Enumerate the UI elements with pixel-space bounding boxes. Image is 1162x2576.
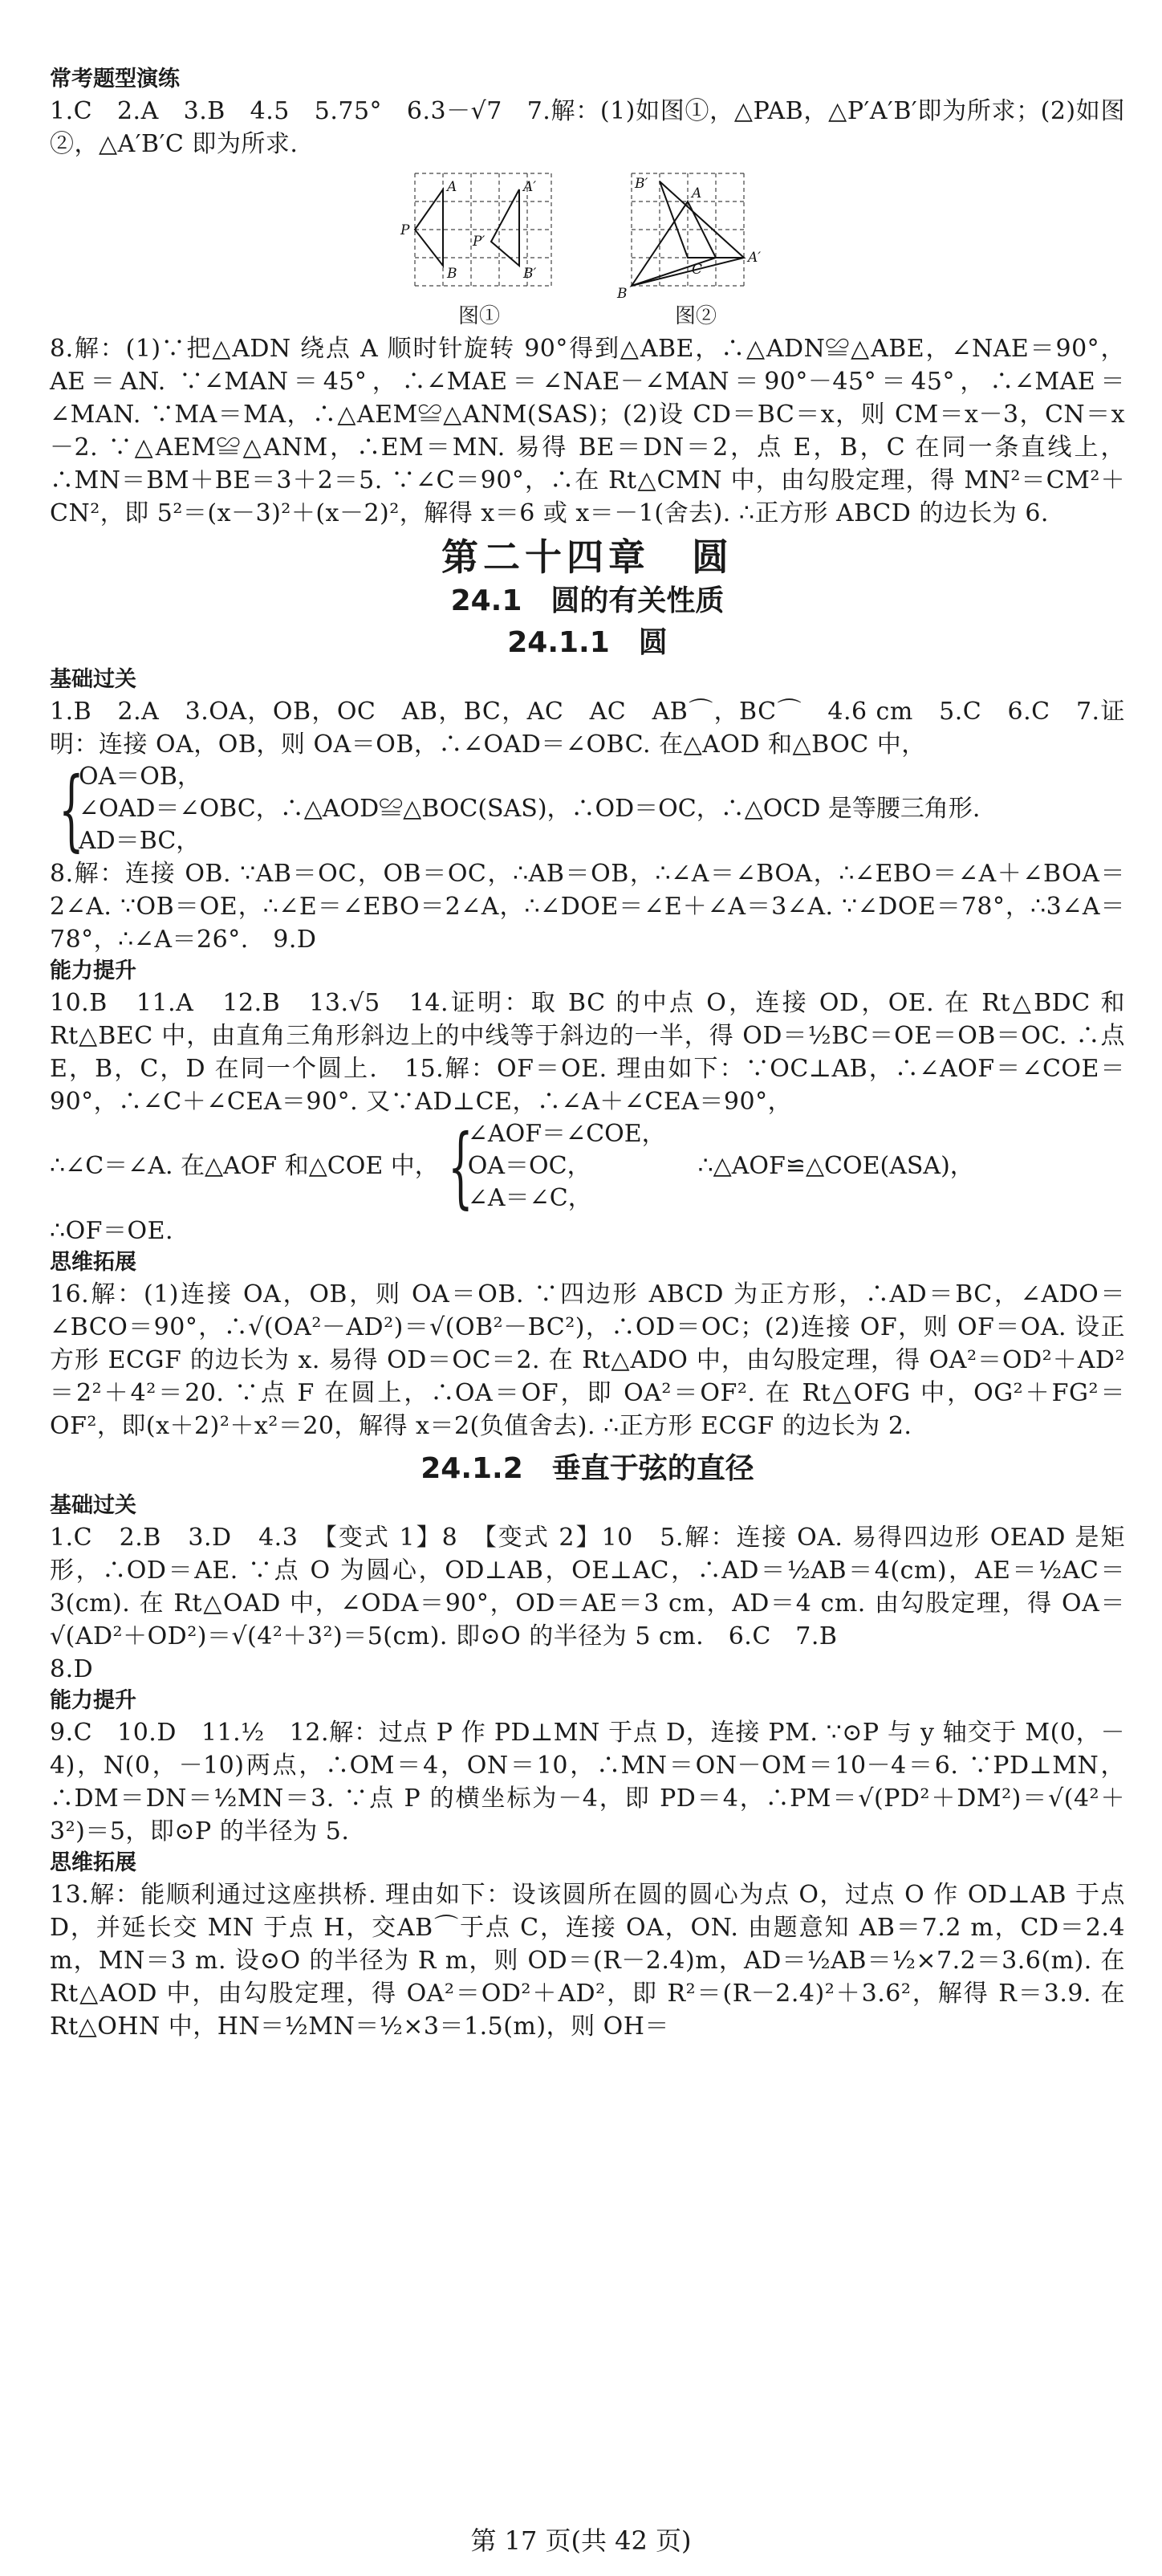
answer-paragraph: 9.C 10.D 11.½ 12.解：过点 P 作 PD⊥MN 于点 D，连接 PM. ∵⊙P 与 y 轴交于 M(0，－4)，N(0，－10)两点，∴OM＝4，ON＝10，∴MN＝ON－OM＝10－4＝6. ∵PD⊥MN，∴DM＝DN＝½MN＝3. ∵点 P 的横坐标为－4，即 PD＝4，∴PM＝√(PD²＋DM²)＝√(4²＋3²)＝5，即⊙P 的半径为 5. xyxy=(50,1719,1125,1846)
page-content xyxy=(50,64,1125,2043)
section-title-extension: 思维拓展 xyxy=(50,1850,136,1875)
subsection-title: 24.1.2 垂直于弦的直径 xyxy=(421,1452,754,1485)
section-title: 24.1 圆的有关性质 xyxy=(450,584,725,617)
fig1-label-b-prime: B′ xyxy=(523,266,537,282)
figure-2-grid xyxy=(616,165,776,302)
fig2-label-a: A xyxy=(692,185,702,201)
section-title-practice: 常考题型演练 xyxy=(50,67,180,92)
system-suffix: ∴△AOF≌△COE(ASA)， xyxy=(697,1152,974,1180)
fig1-label-p: P xyxy=(400,222,410,238)
system-prefix: ∴∠C＝∠A. 在△AOF 和△COE 中， xyxy=(50,1152,439,1180)
answer-paragraph: 1.C 2.B 3.D 4.3 【变式 1】8 【变式 2】10 5.解：连接 OA. 易得四边形 OEAD 是矩形，∴OD＝AE. ∵点 O 为圆心，OD⊥AB，OE⊥AC，∴AD＝½AB＝4(cm)，AE＝½AC＝3(cm). 在 Rt△OAD 中，∠ODA＝90°，OD＝AE＝3 cm，AD＝4 cm. 由勾股定理，得 OA＝√(AD²＋OD²)＝√(4²＋3²)＝5(cm). 即⊙O 的半径为 5 cm. 6.C 7.B xyxy=(50,1524,1125,1650)
answer-paragraph: 13.解：能顺利通过这座拱桥. 理由如下：设该圆所在圆的圆心为点 O，过点 O 作 OD⊥AB 于点 D，并延长交 MN 于点 H，交AB⌒于点 C，连接 OA，ON. 由题意知 AB＝7.2 m，CD＝2.4 m，MN＝3 m. 设⊙O 的半径为 R m，则 OD＝(R－2.4)m，AD＝½AB＝½×7.2＝3.6(m). 在 Rt△AOD 中，由勾股定理，得 OA²＝OD²＋AD²，即 R²＝(R－2.4)²＋3.6²，解得 R＝3.9. 在 Rt△OHN 中，HN＝½MN＝½×3＝1.5(m)，则 OH＝ xyxy=(50,1881,1125,2041)
answer-paragraph: 1.B 2.A 3.OA，OB，OC AB，BC，AC AC AB⌒，BC⌒ 4.6 cm 5.C 6.C 7.证明：连接 OA，OB，则 OA＝OB，∴∠OAD＝∠OBC. 在△AOD 和△BOC 中， xyxy=(50,698,1125,759)
answer-paragraph: ∴OF＝OE. xyxy=(50,1217,174,1245)
figure-1 xyxy=(399,165,559,329)
answer-paragraph: 1.C 2.A 3.B 4.5 5.75° 6.3－√7 7.解：(1)如图①，△PAB，△P′A′B′即为所求；(2)如图②，△A′B′C 即为所求. xyxy=(50,97,1125,158)
fig1-label-b: B xyxy=(447,266,457,282)
system-line: OA＝OB， xyxy=(79,763,201,791)
equation-system-line xyxy=(50,1115,1125,1218)
subsection-title: 24.1.1 圆 xyxy=(507,626,668,659)
system-line: AD＝BC， xyxy=(79,827,201,855)
answer-paragraph: 8.解：(1)∵把△ADN 绕点 A 顺时针旋转 90°得到△ABE，∴△ADN≌△ABE，∠NAE＝90°，AE＝AN. ∵∠MAN＝45°，∴∠MAE＝∠NAE－∠MAN＝90°－45°＝45°，∴∠MAE＝∠MAN. ∵MA＝MA，∴△AEM≌△ANM(SAS)；(2)设 CD＝BC＝x，则 CM＝x－3，CN＝x－2. ∵△AEM≌△ANM，∴EM＝MN. 易得 BE＝DN＝2，点 E，B，C 在同一条直线上，∴MN＝BM＋BE＝3＋2＝5. ∵∠C＝90°，∴在 Rt△CMN 中，由勾股定理，得 MN²＝CM²＋CN²，即 5²＝(x－3)²＋(x－2)²，解得 x＝6 或 x＝－1(舍去). ∴正方形 ABCD 的边长为 6. xyxy=(50,335,1125,527)
figure-2-caption: 图② xyxy=(674,304,717,328)
figure-1-grid xyxy=(399,165,559,302)
figure-1-caption: 图① xyxy=(457,304,500,328)
section-title-ability: 能力提升 xyxy=(50,958,136,983)
equation-system xyxy=(50,758,1125,861)
fig2-label-b: B xyxy=(617,286,628,302)
chapter-title: 第二十四章 圆 xyxy=(441,535,733,579)
answer-paragraph: 16.解：(1)连接 OA，OB，则 OA＝OB. ∵四边形 ABCD 为正方形，∴AD＝BC，∠ADO＝∠BCO＝90°，∴√(OA²－AD²)＝√(OB²－BC²)，∴OD＝OC；(2)连接 OF，则 OF＝OA. 设正方形 ECGF 的边长为 x. 易得 OD＝OC＝2. 在 Rt△ADO 中，由勾股定理，得 OA²＝OD²＋AD²＝2²＋4²＝20. ∵点 F 在圆上，∴OA＝OF，即 OA²＝OF². 在 Rt△OFG 中，OG²＋FG²＝OF²，即(x＋2)²＋x²＝20，解得 x＝2(负值舍去). ∴正方形 ECGF 的边长为 2. xyxy=(50,1280,1125,1440)
answer-paragraph: 8.D xyxy=(50,1655,94,1683)
brace-glyph: { xyxy=(59,758,84,861)
system-line: OA＝OC， xyxy=(467,1152,591,1180)
brace-glyph: { xyxy=(447,1115,473,1218)
page-footer: 第 17 页(共 42 页) xyxy=(470,2525,692,2556)
fig1-label-a-prime: A′ xyxy=(523,179,537,195)
system-line: ∠AOF＝∠COE， xyxy=(467,1120,666,1148)
section-title-basic: 基础过关 xyxy=(50,1493,136,1518)
section-title-extension: 思维拓展 xyxy=(50,1250,136,1275)
section-title-ability: 能力提升 xyxy=(50,1688,136,1713)
fig1-label-p-prime: P′ xyxy=(473,234,486,250)
fig2-label-a-prime: A′ xyxy=(748,250,762,266)
answer-paragraph: 10.B 11.A 12.B 13.√5 14.证明：取 BC 的中点 O，连接 OD，OE. 在 Rt△BDC 和 Rt△BEC 中，由直角三角形斜边上的中线等于斜边的一半，得 OD＝½BC＝OE＝OB＝OC. ∴点 E，B，C，D 在同一个圆上. 15.解：OF＝OE. 理由如下：∵OC⊥AB，∴∠AOF＝∠COE＝90°，∴∠C＋∠CEA＝90°. 又∵AD⊥CE，∴∠A＋∠CEA＝90°， xyxy=(50,989,1125,1116)
figures-row xyxy=(50,165,1125,329)
figure-2 xyxy=(616,165,776,329)
answer-paragraph: 8.解：连接 OB. ∵AB＝OC，OB＝OC，∴AB＝OB，∴∠A＝∠BOA，∴∠EBO＝∠A＋∠BOA＝2∠A. ∵OB＝OE，∴∠E＝∠EBO＝2∠A，∴∠DOE＝∠E＋∠A＝3∠A. ∵∠DOE＝78°，∴3∠A＝78°，∴∠A＝26°. 9.D xyxy=(50,860,1125,954)
system-line: ∠OAD＝∠OBC，∴△AOD≌△BOC(SAS)，∴OD＝OC，∴△OCD 是等腰三角形. xyxy=(79,795,981,823)
fig1-label-a: A xyxy=(447,179,457,195)
section-title-basic: 基础过关 xyxy=(50,667,136,692)
system-line: ∠A＝∠C， xyxy=(467,1184,592,1212)
fig2-label-b-prime: B′ xyxy=(635,176,648,192)
fig2-label-c: C xyxy=(692,262,703,278)
